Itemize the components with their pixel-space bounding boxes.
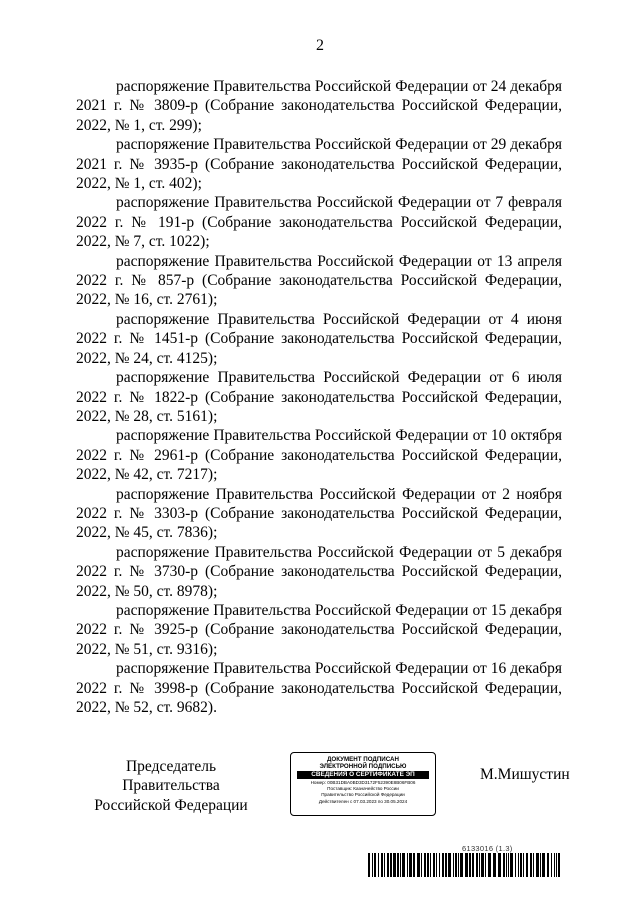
paragraph: распоряжение Правительства Российской Федерации от 2 ноября 2022 г. № 3303-р (Собрание законодательства Российской Федерации, 2022, № 45, ст. 7836); [76,485,562,542]
paragraph: распоряжение Правительства Российской Федерации от 13 апреля 2022 г. № 857-р (Собрание законодательства Российской Федерации, 2022, № 16, ст. 2761); [76,252,562,309]
document-code: 6133016 (1.3) [462,844,513,853]
paragraph: распоряжение Правительства Российской Федерации от 6 июля 2022 г. № 1822-р (Собрание законодательства Российской Федерации, 2022, № 28, ст. 5161); [76,369,562,425]
paragraph: распоряжение Правительства Российской Федерации от 16 декабря 2022 г. № 3998-р (Собрание законодательства Российской Федерации, 2022, № 52, ст. 9682). [76,660,562,716]
paragraph: распоряжение Правительства Российской Федерации от 10 октября 2022 г. № 2961-р (Собрание законодательства Российской Федерации, 2022, № 42, ст. 7217); [76,427,562,484]
paragraph: распоряжение Правительства Российской Федерации от 15 декабря 2022 г. № 3925-р (Собрание законодательства Российской Федерации, 2022, № 51, ст. 9316); [76,601,562,658]
stamp-issuer: Правительство Российской Федерации [321,792,405,798]
signatory-name: М.Мишустин [480,766,570,783]
barcode [368,853,562,877]
paragraph: распоряжение Правительства Российской Федерации от 5 декабря 2022 г. № 3730-р (Собрание законодательства Российской Федерации, 2022, № 50, ст. 8978); [76,543,562,600]
page-number: 2 [316,37,324,54]
paragraph: распоряжение Правительства Российской Федерации от 24 декабря 2021 г. № 3809-р (Собрание законодательства Российской Федерации, 2022, № 1, ст. 299); [76,78,562,134]
position-line: Председатель Правительства [122,758,220,795]
signatory-position [76,757,266,815]
paragraph: распоряжение Правительства Российской Федерации от 29 декабря 2021 г. № 3935-р (Собрание законодательства Российской Федерации, 2022, № 1, ст. 402); [76,136,562,193]
paragraph: распоряжение Правительства Российской Федерации от 4 июня 2022 г. № 1451-р (Собрание законодательства Российской Федерации, 2022, № 24, ст. 4125); [76,310,562,367]
position-line: Российской Федерации [94,796,248,814]
stamp-validity: Действителен с 07.03.2023 по 30.05.2024 [318,798,408,804]
stamp-band: СВЕДЕНИЯ О СЕРТИФИКАТЕ ЭП [297,771,429,779]
stamp-title: ЭЛЕКТРОННОЙ ПОДПИСЬЮ [319,763,407,770]
document-body [76,77,562,717]
stamp-title: ДОКУМЕНТ ПОДПИСАН [327,756,399,763]
paragraph: распоряжение Правительства Российской Федерации от 7 февраля 2022 г. № 191-р (Собрание законодательства Российской Федерации, 2022, № 7, ст. 1022); [76,194,562,251]
stamp-serial: Номер: 00B31DBA0BD3D3172F52390E8B06FB06 [310,780,416,785]
e-signature-stamp [290,752,436,816]
stamp-issuer: Поставщик: Казначейство России [327,786,399,792]
